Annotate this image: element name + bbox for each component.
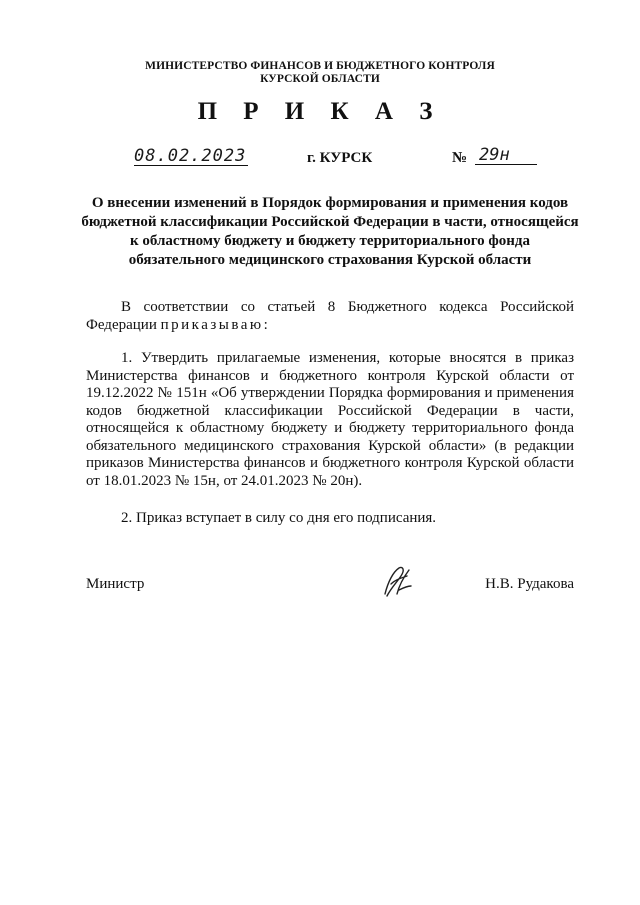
clause-2-paragraph: 2. Приказ вступает в силу со дня его подписания. xyxy=(121,510,437,526)
handwritten-signature xyxy=(379,564,415,602)
order-word: приказываю: xyxy=(160,316,271,333)
ministry-name-line2: КУРСКОЙ ОБЛАСТИ xyxy=(260,73,380,85)
handwritten-number: 29н xyxy=(475,146,537,165)
number-label: № xyxy=(452,150,468,166)
document-title: П Р И К А З xyxy=(197,98,443,125)
city-label: г. КУРСК xyxy=(307,150,373,166)
preamble-text: В соответствии со статьей 8 Бюджетного кодекса Российской Федерации xyxy=(86,299,574,333)
handwritten-date: 08.02.2023 xyxy=(134,146,247,166)
signatory-name: Н.В. Рудакова xyxy=(485,576,574,592)
preamble-paragraph xyxy=(86,299,574,334)
ministry-name-line1: МИНИСТЕРСТВО ФИНАНСОВ И БЮДЖЕТНОГО КОНТРОЛЯ xyxy=(145,60,495,72)
clause-1-paragraph: 1. Утвердить прилагаемые изменения, которые вносятся в приказ Министерства финансов и бюджетного контроля Курской области от 19.12.2022 № 151н «Об утверждении Порядка формирования и применения кодов бюджетной классификации Российской Федерации в части, относящейся к областному бюджету и бюджету территориального фонда обязательного медицинского страхования Курской области» (в редакции приказов Министерства финансов и бюджетного контроля Курской области от 18.01.2023 № 15н, от 24.01.2023 № 20н). xyxy=(86,350,574,489)
signatory-position: Министр xyxy=(86,576,145,592)
order-subject: О внесении изменений в Порядок формирования и применения кодов бюджетной классификации Российской Федерации в части, относящейся к областному бюджету и бюджету территориального фонда обязательного медицинского страхования Курской области xyxy=(81,195,579,268)
